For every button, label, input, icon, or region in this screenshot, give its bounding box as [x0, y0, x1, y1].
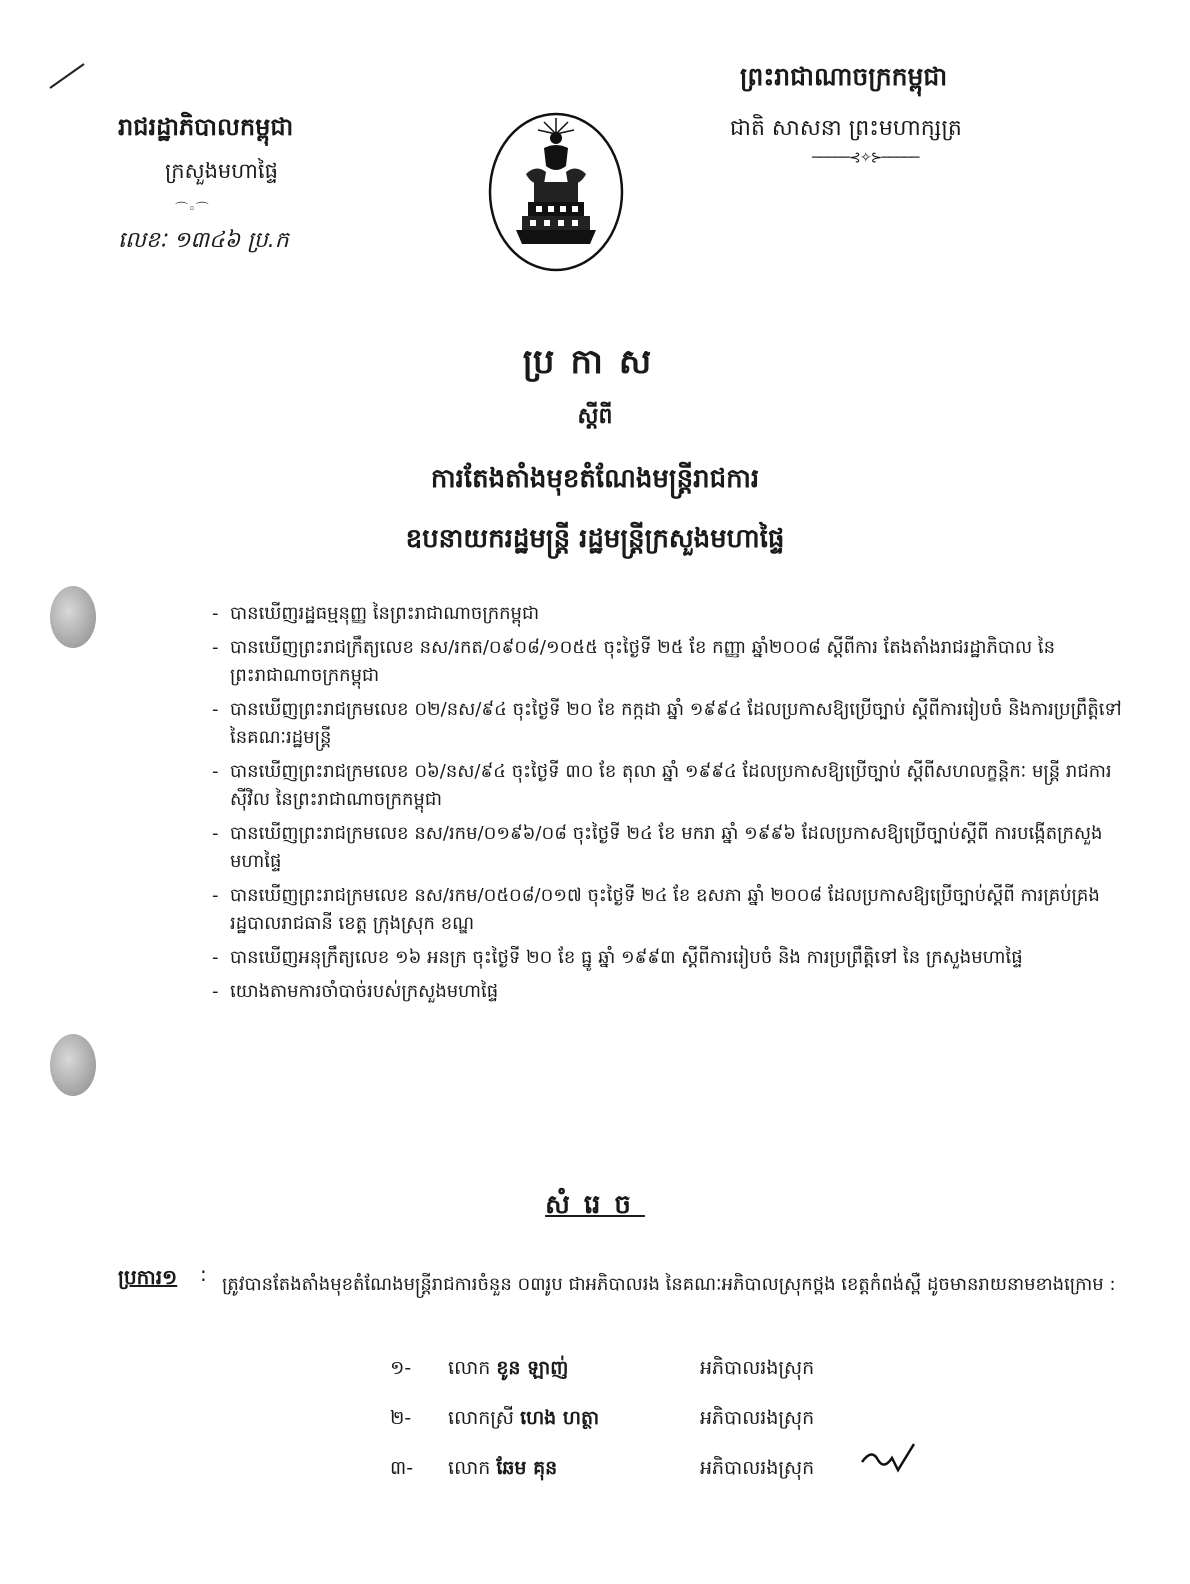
reference-number: លេខៈ ១៣៤៦ ប្រ.ក	[118, 228, 289, 253]
subject-line: ការតែងតាំងមុខតំណែងមន្ត្រីរាជការ	[430, 464, 760, 494]
decision-heading: សំរេច	[545, 1190, 645, 1220]
appointee-row: ២- លោកស្រី ហេង ហត្ថា	[390, 1407, 600, 1429]
government-title: រាជរដ្ឋាភិបាលកម្ពុជា	[118, 113, 294, 141]
legal-references	[212, 600, 1132, 1012]
appointee-row: ៣- លោក ឆែម គុន	[390, 1457, 558, 1479]
appointee-row: ១- លោក ខូន ឡាញ់	[390, 1357, 569, 1379]
national-motto: ជាតិ សាសនា ព្រះមហាក្សត្រ	[730, 116, 962, 141]
appointee-position: អភិបាលរងស្រុក	[700, 1457, 815, 1479]
document-type: ប្រកាស	[522, 342, 668, 382]
reference-item: - បានឃើញព្រះរាជក្រមលេខ ០២/នស/៩៤ ចុះថ្ងៃទី ២០ ខែ កក្កដា ឆ្នាំ ១៩៩៤ ដែលប្រកាសឱ្យប្រើច្បាប់ ស្តីពីការរៀបចំ និងការប្រព្រឹត្តិទៅ នៃគណៈរដ្ឋមន្ត្រី	[212, 699, 1122, 748]
appointee-position: អភិបាលរងស្រុក	[700, 1407, 815, 1429]
kingdom-title: ព្រះរាជាណាចក្រកម្ពុជា	[740, 62, 948, 91]
article-label: ប្រការ១	[118, 1265, 178, 1289]
pen-mark-icon	[48, 60, 88, 90]
reference-item: - បានឃើញព្រះរាជក្រមលេខ នស/រកម/០៥០៨/០១៧ ចុះថ្ងៃទី ២៤ ខែ ឧសភា ឆ្នាំ ២០០៨ ដែលប្រកាសឱ្យប្រើច្បាប់ស្តីពី ការគ្រប់គ្រងរដ្ឋបាលរាជធានី ខេត្ត ក្រុងស្រុក ខណ្ឌ	[212, 885, 1100, 934]
reference-item: - បានឃើញព្រះរាជក្រមលេខ នស/រកម/០១៩៦/០៨ ចុះថ្ងៃទី ២៤ ខែ មករា ឆ្នាំ ១៩៩៦ ដែលប្រកាសឱ្យប្រើច្បាប់ស្តីពី ការបង្កើតក្រសួងមហាផ្ទៃ	[212, 823, 1103, 872]
reference-item: - បានឃើញព្រះរាជក្រមលេខ ០៦/នស/៩៤ ចុះថ្ងៃទី ៣០ ខែ តុលា ឆ្នាំ ១៩៩៤ ដែលប្រកាសឱ្យប្រើច្បាប់ ស្តីពីសហលក្ខន្តិកៈ មន្ត្រី រាជការស៊ីវិល នៃព្រះរាជាណាចក្រកម្ពុជា	[212, 761, 1112, 810]
reference-item: - យោងតាមការចាំបាច់របស់ក្រសួងមហាផ្ទៃ	[212, 981, 499, 1002]
reference-item: - បានឃើញព្រះរាជក្រឹត្យលេខ នស/រកត/០៩០៨/១០៥៥ ចុះថ្ងៃទី ២៥ ខែ កញ្ញា ឆ្នាំ២០០៨ ស្តីពីការ តែងតាំងរាជរដ្ឋាភិបាល នៃព្រះរាជាណាចក្រកម្ពុជា	[212, 637, 1056, 686]
reference-item: - បានឃើញរដ្ឋធម្មនុញ្ញ នៃព្រះរាជាណាចក្រកម្ពុជា	[212, 603, 540, 624]
ministry-ornament: ⌒◦⌒	[175, 202, 209, 217]
ministry-title: ក្រសួងមហាផ្ទៃ	[165, 159, 278, 183]
punch-hole	[50, 1034, 96, 1096]
subject-prefix: ស្តីពី	[577, 404, 613, 429]
punch-hole	[50, 586, 96, 648]
ministry-seal-icon	[486, 104, 626, 272]
issuer-line: ឧបនាយករដ្ឋមន្ត្រី រដ្ឋមន្ត្រីក្រសួងមហាផ្ទៃ	[405, 524, 785, 554]
article-colon: :	[200, 1262, 207, 1286]
motto-ornament: ─────⊰✧⊱─────	[812, 150, 919, 166]
handwritten-mark-icon	[858, 1440, 918, 1480]
reference-item: - បានឃើញអនុក្រឹត្យលេខ ១៦ អនក្រ ចុះថ្ងៃទី ២០ ខែ ធ្នូ ឆ្នាំ ១៩៩៣ ស្តីពីការរៀបចំ និង ការប្រព្រឹត្តិទៅ នៃ ក្រសួងមហាផ្ទៃ	[212, 947, 1023, 968]
appointee-position: អភិបាលរងស្រុក	[700, 1357, 815, 1379]
article-text: ត្រូវបានតែងតាំងមុខតំណែងមន្ត្រីរាជការចំនួន ០៣រូប ជាអភិបាលរង នៃគណៈអភិបាលស្រុកថ្ពង ខេត្តកំពង់ស្ពឺ ដូចមានរាយនាមខាងក្រោម :	[222, 1274, 1116, 1295]
